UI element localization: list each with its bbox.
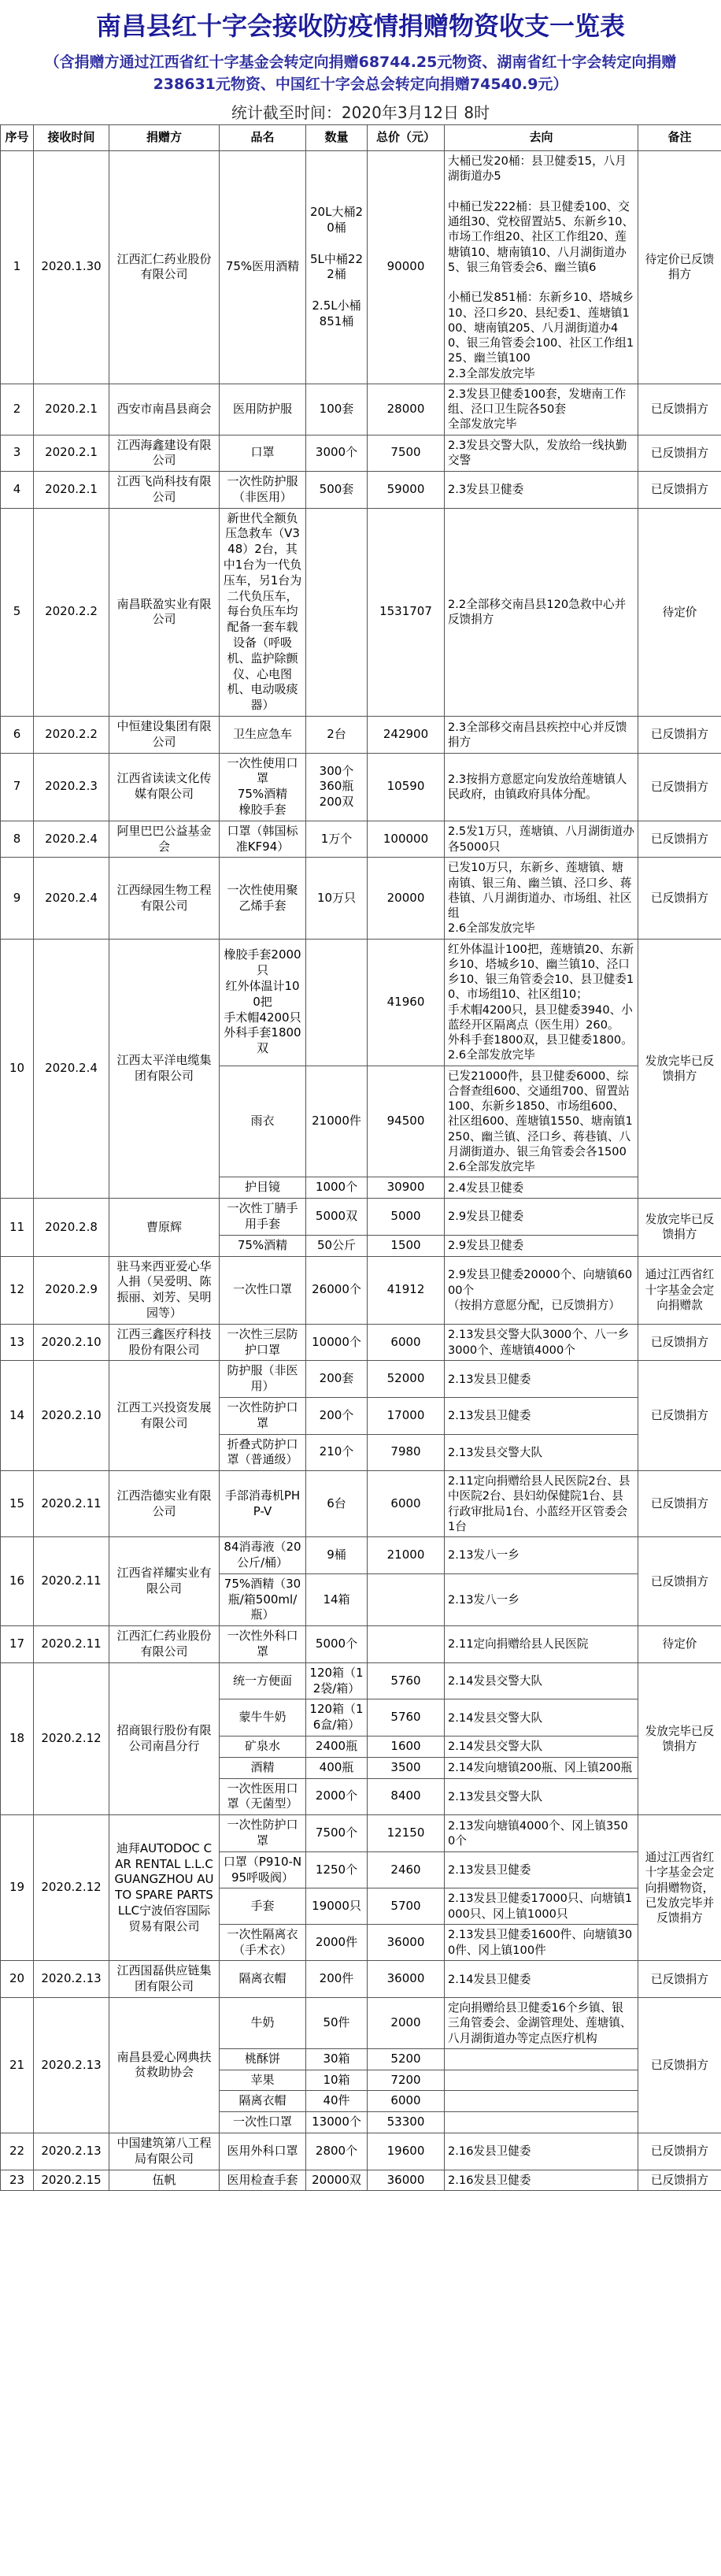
cell-item: 口罩 [220, 435, 306, 472]
cell-note: 发放完毕已反馈捐方 [638, 939, 721, 1199]
cell-destination: 2.11定向捐赠给县人民医院2台、县中医院2台、县妇幼保健院1台、县行政审批局1台、小蓝经开区管委会1台 [445, 1471, 638, 1537]
header-cell-total: 总价（元） [368, 125, 445, 151]
cell-qty [306, 939, 368, 1066]
table-row [1, 2170, 721, 2191]
cell-qty: 13000个 [306, 2112, 368, 2133]
cell-qty: 40件 [306, 2091, 368, 2112]
cell-item: 一次性使用聚乙烯手套 [220, 858, 306, 939]
header-cell-item: 品名 [220, 125, 306, 151]
header-cell-destination: 去向 [445, 125, 638, 151]
cell-note: 已反馈捐方 [638, 1998, 721, 2133]
cell-index: 5 [1, 508, 34, 716]
cell-item: 医用外科口罩 [220, 2133, 306, 2170]
cell-note: 已反馈捐方 [638, 435, 721, 472]
header-cell-qty: 数量 [306, 125, 368, 151]
cell-item: 酒精 [220, 1757, 306, 1778]
cell-qty: 20L大桶20桶 5L中桶222桶 2.5L小桶851桶 [306, 151, 368, 384]
cell-item: 卫生应急车 [220, 717, 306, 754]
table-row [1, 1537, 721, 1574]
cell-total: 7980 [368, 1434, 445, 1471]
cell-date: 2020.2.10 [34, 1324, 109, 1361]
table-row [1, 1662, 721, 1699]
table-row [1, 472, 721, 509]
cell-destination: 已发10万只，东新乡、莲塘镇、塘南镇、银三角、幽兰镇、泾口乡、蒋巷镇、八月湖街道办、市场组、社区组 2.6全部发放完毕 [445, 858, 638, 939]
cell-item: 手套 [220, 1888, 306, 1925]
cell-qty: 21000件 [306, 1066, 368, 1177]
table-row [1, 508, 721, 716]
cell-date: 2020.2.4 [34, 821, 109, 858]
table-row [1, 1199, 721, 1236]
cell-note: 已反馈捐方 [638, 753, 721, 821]
cell-destination: 2.9发县卫健委 [445, 1235, 638, 1256]
cell-total: 3500 [368, 1757, 445, 1778]
cell-total: 6000 [368, 1324, 445, 1361]
cell-index: 20 [1, 1961, 34, 1998]
cell-destination: 2.14发向塘镇200瓶、冈上镇200瓶 [445, 1757, 638, 1778]
table-row [1, 151, 721, 384]
cell-date: 2020.2.2 [34, 508, 109, 716]
cell-total: 21000 [368, 1537, 445, 1574]
cell-destination: 2.14发县交警大队 [445, 1736, 638, 1757]
cell-donor: 江西汇仁药业股份有限公司 [109, 1626, 220, 1663]
cell-note: 已反馈捐方 [638, 384, 721, 435]
cell-destination: 2.2全部移交南昌县120急救中心并反馈捐方 [445, 508, 638, 716]
cell-destination: 2.13发县交警大队 [445, 1778, 638, 1815]
table-row [1, 1961, 721, 1998]
cell-qty: 10万只 [306, 858, 368, 939]
cell-total: 90000 [368, 151, 445, 384]
cell-note: 已反馈捐方 [638, 1471, 721, 1537]
cell-item: 一次性隔离衣（手术衣） [220, 1924, 306, 1961]
cell-index: 17 [1, 1626, 34, 1663]
cell-destination: 2.14发县交警大队 [445, 1662, 638, 1699]
cell-qty: 14箱 [306, 1573, 368, 1625]
cell-destination: 2.13发县卫健委 [445, 1361, 638, 1398]
cell-date: 2020.2.1 [34, 472, 109, 509]
cell-note: 已反馈捐方 [638, 1324, 721, 1361]
cell-destination [445, 2112, 638, 2133]
cell-qty: 2000个 [306, 1778, 368, 1815]
cell-index: 3 [1, 435, 34, 472]
cell-item: 一次性使用口罩 75%酒精 橡胶手套 [220, 753, 306, 821]
cell-total: 6000 [368, 1471, 445, 1537]
cell-destination: 2.13发县卫健委 [445, 1851, 638, 1888]
cell-destination: 2.13发向塘镇4000个、冈上镇3500个 [445, 1815, 638, 1852]
cell-total: 7500 [368, 435, 445, 472]
cell-donor: 江西海鑫建设有限公司 [109, 435, 220, 472]
cell-index: 1 [1, 151, 34, 384]
cell-donor: 阿里巴巴公益基金会 [109, 821, 220, 858]
cell-date: 2020.2.12 [34, 1815, 109, 1961]
cell-destination: 2.13发县卫健委 [445, 1397, 638, 1434]
cell-total: 2000 [368, 1998, 445, 2049]
cell-note: 发放完毕已反馈捐方 [638, 1662, 721, 1814]
table-row [1, 1256, 721, 1324]
cell-item: 一次性防护口罩 [220, 1397, 306, 1434]
cell-total: 100000 [368, 821, 445, 858]
cell-qty: 210个 [306, 1434, 368, 1471]
cell-total: 5760 [368, 1662, 445, 1699]
cell-qty: 19000只 [306, 1888, 368, 1925]
cell-total: 5700 [368, 1888, 445, 1925]
cell-total: 17000 [368, 1397, 445, 1434]
cell-date: 2020.2.10 [34, 1361, 109, 1471]
cell-destination: 已发21000件，县卫健委6000、综合督查组600、交通组700、留置站100、东新乡1850、市场组600、社区组600、莲塘镇1550、塘南镇1250、幽兰镇、泾口乡、蒋巷镇、八月湖街道办、银三角管委会各1500 2.6全部发放完毕 [445, 1066, 638, 1177]
cell-total [368, 1573, 445, 1625]
cell-date: 2020.2.9 [34, 1256, 109, 1324]
cell-item: 一次性防护口罩 [220, 1815, 306, 1852]
cell-item: 医用防护服 [220, 384, 306, 435]
cell-item: 苹果 [220, 2070, 306, 2091]
cell-date: 2020.2.11 [34, 1626, 109, 1663]
cell-date: 2020.2.11 [34, 1537, 109, 1626]
cell-item: 一次性口罩 [220, 2112, 306, 2133]
cell-destination: 2.3发县卫健委 [445, 472, 638, 509]
cell-destination: 2.13发县卫健委17000只、向塘镇1000只、冈上镇1000只 [445, 1888, 638, 1925]
cell-total: 30900 [368, 1177, 445, 1199]
cell-destination: 2.9发县卫健委20000个、向塘镇6000个 （按捐方意愿分配，已反馈捐方） [445, 1256, 638, 1324]
cell-note: 发放完毕已反馈捐方 [638, 1199, 721, 1256]
cell-qty: 10箱 [306, 2070, 368, 2091]
cell-item: 新世代全额负压急救车（V348）2台，其中1台为一代负压车，另1台为二代负压车，每台负压车均配备一套车载设备（呼吸机、监护除颤仪、心电图机、电动吸痰器） [220, 508, 306, 716]
cell-total: 242900 [368, 717, 445, 754]
cell-qty: 2800个 [306, 2133, 368, 2170]
cell-donor: 江西国磊供应链集团有限公司 [109, 1961, 220, 1998]
cell-item: 牛奶 [220, 1998, 306, 2049]
cell-destination: 2.14发县交警大队 [445, 1699, 638, 1736]
cell-note: 已反馈捐方 [638, 821, 721, 858]
table-row [1, 858, 721, 939]
cell-destination: 大桶已发20桶：县卫健委15，八月湖街道办5 中桶已发222桶：县卫健委100、交通组30、党校留置站5、东新乡10、市场工作组20、社区工作组20、莲塘镇10、塘南镇10、八月湖街道办5、银三角管委会6、幽兰镇6 小桶已发851桶：东新乡10、塔城乡10、泾口乡20、县纪委1、莲塘镇100、塘南镇205、八月湖街道办40、银三角管委会100、社区工作组125、幽兰镇100 2.3全部发放完毕 [445, 151, 638, 384]
cell-qty: 2台 [306, 717, 368, 754]
header-cell-note: 备注 [638, 125, 721, 151]
cell-qty: 200套 [306, 1361, 368, 1398]
stats-time: 统计截至时间：2020年3月12日 8时 [231, 102, 490, 122]
cell-item: 防护服（非医用） [220, 1361, 306, 1398]
donation-table [0, 124, 721, 2191]
cell-qty: 2400瓶 [306, 1736, 368, 1757]
cell-item: 桃酥饼 [220, 2048, 306, 2070]
cell-index: 11 [1, 1199, 34, 1256]
cell-total: 8400 [368, 1778, 445, 1815]
cell-qty: 100套 [306, 384, 368, 435]
cell-donor: 南昌县爱心网典扶贫救助协会 [109, 1998, 220, 2133]
cell-date: 2020.2.4 [34, 939, 109, 1199]
cell-destination: 2.3按捐方意愿定向发放给莲塘镇人民政府，由镇政府具体分配。 [445, 753, 638, 821]
cell-destination: 2.5发1万只，莲塘镇、八月湖街道办各5000只 [445, 821, 638, 858]
cell-destination: 2.14发县卫健委 [445, 1961, 638, 1998]
cell-item: 隔离衣帽 [220, 1961, 306, 1998]
cell-index: 18 [1, 1662, 34, 1814]
table-row [1, 1361, 721, 1398]
cell-destination: 2.16发县卫健委 [445, 2133, 638, 2170]
cell-date: 2020.1.30 [34, 151, 109, 384]
table-row [1, 1815, 721, 1852]
cell-destination: 定向捐赠给县卫健委16个乡镇、银三角管委会、金湖管理处、莲塘镇、八月湖街道办等定点医疗机构 [445, 1998, 638, 2049]
cell-item: 一次性丁腈手用手套 [220, 1199, 306, 1236]
cell-total: 41912 [368, 1256, 445, 1324]
cell-note: 已反馈捐方 [638, 2170, 721, 2191]
cell-destination [445, 2048, 638, 2070]
cell-destination: 2.4发县卫健委 [445, 1177, 638, 1199]
cell-total: 7200 [368, 2070, 445, 2091]
cell-index: 22 [1, 2133, 34, 2170]
cell-item: 口罩（P910-N95呼吸阀） [220, 1851, 306, 1888]
cell-index: 2 [1, 384, 34, 435]
cell-qty: 120箱（16盒/箱） [306, 1699, 368, 1736]
cell-qty: 200个 [306, 1397, 368, 1434]
cell-destination: 2.3全部移交南昌县疾控中心并反馈捐方 [445, 717, 638, 754]
cell-destination: 2.13发县交警大队3000个、八一乡3000个、莲塘镇4000个 [445, 1324, 638, 1361]
cell-donor: 曹原辉 [109, 1199, 220, 1256]
cell-date: 2020.2.2 [34, 717, 109, 754]
cell-destination: 2.9发县卫健委 [445, 1199, 638, 1236]
table-row [1, 717, 721, 754]
cell-qty: 6台 [306, 1471, 368, 1537]
table-row [1, 939, 721, 1066]
cell-qty: 26000个 [306, 1256, 368, 1324]
cell-total: 2460 [368, 1851, 445, 1888]
cell-item: 84消毒液（20公斤/桶） [220, 1537, 306, 1574]
cell-destination: 红外体温计100把，莲塘镇20、东新乡10、塔城乡10、幽兰镇10、泾口乡10、银三角管委会10、县卫健委10、市场组10、社区组10； 手术帽4200只，县卫健委3940、小蓝经开区隔离点（医生用）260。 外科手套1800双，县卫健委1800。 2.6全部发放完毕 [445, 939, 638, 1066]
cell-total: 59000 [368, 472, 445, 509]
cell-note: 通过江西省红十字基金会定向捐赠物资，已发放完毕并反馈捐方 [638, 1815, 721, 1961]
cell-total: 36000 [368, 2170, 445, 2191]
cell-total: 1500 [368, 1235, 445, 1256]
cell-date: 2020.2.1 [34, 384, 109, 435]
cell-note: 已反馈捐方 [638, 858, 721, 939]
cell-note: 已反馈捐方 [638, 472, 721, 509]
cell-index: 19 [1, 1815, 34, 1961]
cell-index: 7 [1, 753, 34, 821]
cell-qty: 50件 [306, 1998, 368, 2049]
cell-index: 12 [1, 1256, 34, 1324]
cell-date: 2020.2.15 [34, 2170, 109, 2191]
cell-donor: 中国建筑第八工程局有限公司 [109, 2133, 220, 2170]
header-cell-date: 接收时间 [34, 125, 109, 151]
table-row [1, 1626, 721, 1663]
cell-destination: 2.13发县卫健委1600件、向塘镇300件、冈上镇100件 [445, 1924, 638, 1961]
cell-date: 2020.2.4 [34, 858, 109, 939]
cell-donor: 驻马来西亚爱心华人捐（吴爱明、陈振丽、刘芳、吴明园等） [109, 1256, 220, 1324]
cell-date: 2020.2.1 [34, 435, 109, 472]
cell-note: 已反馈捐方 [638, 1361, 721, 1471]
cell-donor: 江西飞尚科技有限公司 [109, 472, 220, 509]
table-row [1, 753, 721, 821]
cell-total: 5760 [368, 1699, 445, 1736]
cell-total: 1600 [368, 1736, 445, 1757]
cell-item: 雨衣 [220, 1066, 306, 1177]
cell-qty [306, 508, 368, 716]
cell-qty: 1250个 [306, 1851, 368, 1888]
cell-total: 52000 [368, 1361, 445, 1398]
cell-donor: 江西太平洋电缆集团有限公司 [109, 939, 220, 1199]
cell-item: 隔离衣帽 [220, 2091, 306, 2112]
cell-item: 一次性防护服（非医用） [220, 472, 306, 509]
cell-donor: 西安市南昌县商会 [109, 384, 220, 435]
table-row [1, 1998, 721, 2049]
cell-qty: 2000件 [306, 1924, 368, 1961]
cell-qty: 7500个 [306, 1815, 368, 1852]
table-row [1, 2133, 721, 2170]
cell-note: 已反馈捐方 [638, 1537, 721, 1626]
cell-qty: 50公斤 [306, 1235, 368, 1256]
cell-qty: 120箱（12袋/箱） [306, 1662, 368, 1699]
cell-note: 待定价已反馈捐方 [638, 151, 721, 384]
cell-destination: 2.16发县卫健委 [445, 2170, 638, 2191]
cell-date: 2020.2.3 [34, 753, 109, 821]
cell-total: 1531707 [368, 508, 445, 716]
cell-item: 橡胶手套2000只 红外体温计100把 手术帽4200只 外科手套1800双 [220, 939, 306, 1066]
cell-qty: 5000双 [306, 1199, 368, 1236]
cell-note: 已反馈捐方 [638, 717, 721, 754]
cell-index: 10 [1, 939, 34, 1199]
cell-item: 一次性外科口罩 [220, 1626, 306, 1663]
cell-index: 8 [1, 821, 34, 858]
cell-total: 10590 [368, 753, 445, 821]
cell-item: 矿泉水 [220, 1736, 306, 1757]
cell-donor: 江西三鑫医疗科技股份有限公司 [109, 1324, 220, 1361]
cell-qty: 500套 [306, 472, 368, 509]
cell-qty: 30箱 [306, 2048, 368, 2070]
table-row [1, 1324, 721, 1361]
cell-donor: 江西汇仁药业股份有限公司 [109, 151, 220, 384]
table-row [1, 821, 721, 858]
cell-total: 12150 [368, 1815, 445, 1852]
cell-note: 通过江西省红十字基金会定向捐赠款 [638, 1256, 721, 1324]
cell-qty: 1万个 [306, 821, 368, 858]
cell-qty: 9桶 [306, 1537, 368, 1574]
cell-date: 2020.2.12 [34, 1662, 109, 1814]
cell-total: 20000 [368, 858, 445, 939]
cell-index: 4 [1, 472, 34, 509]
cell-destination: 2.3发县卫健委100套，发塘南工作组、泾口卫生院各50套 全部发放完毕 [445, 384, 638, 435]
cell-total: 36000 [368, 1961, 445, 1998]
cell-item: 手部消毒机PHP-V [220, 1471, 306, 1537]
cell-qty: 200件 [306, 1961, 368, 1998]
cell-qty: 20000双 [306, 2170, 368, 2191]
cell-index: 9 [1, 858, 34, 939]
cell-donor: 迪拜AUTODOC CAR RENTAL L.L.C GUANGZHOU AUTO SPARE PARTS LLC宁波佰容国际贸易有限公司 [109, 1815, 220, 1961]
cell-total [368, 1626, 445, 1663]
cell-total: 28000 [368, 384, 445, 435]
cell-destination: 2.3发县交警大队，发放给一线执勤交警 [445, 435, 638, 472]
cell-item: 一次性口罩 [220, 1256, 306, 1324]
cell-item: 75%酒精（30瓶/箱500ml/瓶） [220, 1573, 306, 1625]
cell-donor: 江西省读读文化传媒有限公司 [109, 753, 220, 821]
cell-item: 一次性医用口罩（无菌型） [220, 1778, 306, 1815]
cell-index: 15 [1, 1471, 34, 1537]
cell-donor: 江西工兴投资发展有限公司 [109, 1361, 220, 1471]
cell-date: 2020.2.13 [34, 2133, 109, 2170]
cell-item: 75%医用酒精 [220, 151, 306, 384]
cell-donor: 江西省祥耀实业有限公司 [109, 1537, 220, 1626]
cell-total: 5200 [368, 2048, 445, 2070]
cell-index: 16 [1, 1537, 34, 1626]
cell-total: 6000 [368, 2091, 445, 2112]
cell-donor: 南昌联盈实业有限公司 [109, 508, 220, 716]
cell-destination: 2.13发县交警大队 [445, 1434, 638, 1471]
cell-destination: 2.13发八一乡 [445, 1537, 638, 1574]
table-row [1, 435, 721, 472]
cell-donor: 江西绿园生物工程有限公司 [109, 858, 220, 939]
cell-index: 6 [1, 717, 34, 754]
table-row [1, 384, 721, 435]
cell-item: 折叠式防护口罩（普通级） [220, 1434, 306, 1471]
cell-index: 21 [1, 1998, 34, 2133]
cell-total: 53300 [368, 2112, 445, 2133]
cell-destination [445, 2091, 638, 2112]
cell-item: 口罩（韩国标准KF94） [220, 821, 306, 858]
cell-destination: 2.11定向捐赠给县人民医院 [445, 1626, 638, 1663]
cell-total: 5000 [368, 1199, 445, 1236]
cell-index: 14 [1, 1361, 34, 1471]
cell-destination: 2.13发八一乡 [445, 1573, 638, 1625]
cell-item: 医用检查手套 [220, 2170, 306, 2191]
cell-qty: 10000个 [306, 1324, 368, 1361]
cell-total: 36000 [368, 1924, 445, 1961]
cell-donor: 中恒建设集团有限公司 [109, 717, 220, 754]
header-cell-index: 序号 [1, 125, 34, 151]
cell-qty: 1000个 [306, 1177, 368, 1199]
cell-item: 护目镜 [220, 1177, 306, 1199]
cell-date: 2020.2.13 [34, 1998, 109, 2133]
cell-total: 41960 [368, 939, 445, 1066]
cell-date: 2020.2.13 [34, 1961, 109, 1998]
cell-qty: 300个 360瓶 200双 [306, 753, 368, 821]
cell-date: 2020.2.11 [34, 1471, 109, 1537]
cell-date: 2020.2.8 [34, 1199, 109, 1256]
cell-item: 75%酒精 [220, 1235, 306, 1256]
cell-note: 已反馈捐方 [638, 1961, 721, 1998]
cell-note: 已反馈捐方 [638, 2133, 721, 2170]
cell-index: 23 [1, 2170, 34, 2191]
cell-item: 蒙牛牛奶 [220, 1699, 306, 1736]
cell-donor: 伍帆 [109, 2170, 220, 2191]
page-subtitle: （含捐赠方通过江西省红十字基金会转定向捐赠68744.25元物资、湖南省红十字会转定向捐赠238631元物资、中国红十字会总会转定向捐赠74540.9元） [44, 53, 677, 93]
cell-note: 待定价 [638, 1626, 721, 1663]
cell-total: 94500 [368, 1066, 445, 1177]
cell-donor: 招商银行股份有限公司南昌分行 [109, 1662, 220, 1814]
cell-qty: 5000个 [306, 1626, 368, 1663]
cell-qty: 400瓶 [306, 1757, 368, 1778]
table-header-row [1, 125, 721, 151]
cell-donor: 江西浩德实业有限公司 [109, 1471, 220, 1537]
cell-note: 待定价 [638, 508, 721, 716]
table-row [1, 1471, 721, 1537]
cell-qty: 3000个 [306, 435, 368, 472]
cell-total: 19600 [368, 2133, 445, 2170]
cell-index: 13 [1, 1324, 34, 1361]
page-title: 南昌县红十字会接收防疫情捐赠物资收支一览表 [95, 11, 625, 41]
cell-item: 统一方便面 [220, 1662, 306, 1699]
cell-destination [445, 2070, 638, 2091]
cell-item: 一次性三层防护口罩 [220, 1324, 306, 1361]
header-cell-donor: 捐赠方 [109, 125, 220, 151]
